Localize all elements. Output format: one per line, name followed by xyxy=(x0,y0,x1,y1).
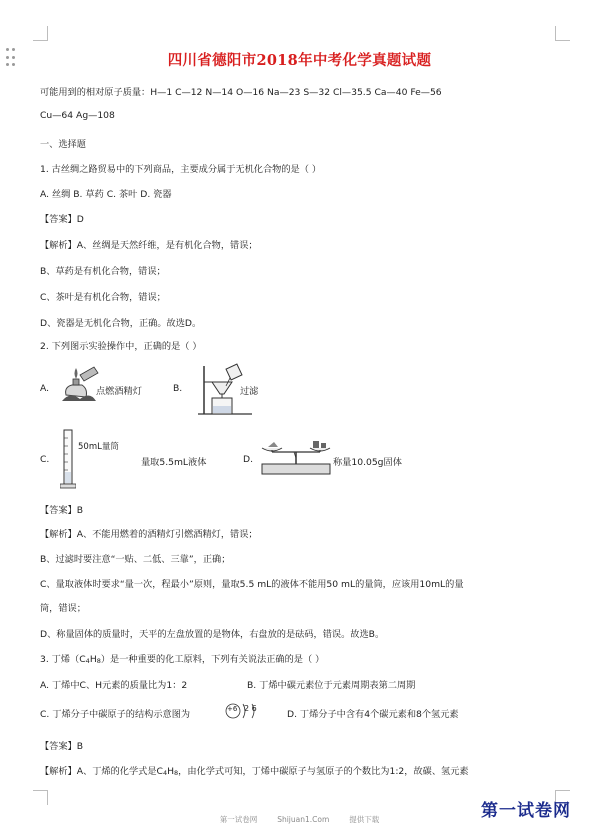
section-heading: 一、选择题 xyxy=(40,139,86,150)
question-2-analysis-line: 【解析】A、不能用燃着的酒精灯引燃酒精灯，错误； xyxy=(40,529,258,540)
carbon-atom-structure-diagram xyxy=(225,701,265,721)
question-2-analysis-line: D、称量固体的质量时，天平的左盘放置的是物体，右盘放的是砝码，错误。故选B。 xyxy=(40,629,385,640)
question-3-option-d: D. 丁烯分子中含有4个碳元素和8个氢元素 xyxy=(287,709,459,720)
question-2-analysis-line: 筒，错误； xyxy=(40,603,86,614)
question-2-analysis-line: B、过滤时要注意“一贴、二低、三靠”，正确； xyxy=(40,554,231,565)
page-footer xyxy=(0,814,599,825)
question-3-stem: 3. 丁烯（C4H8）是一种重要的化工原料，下列有关说法正确的是（ ） xyxy=(40,654,325,665)
cylinder-capacity-label: 50mL量筒 xyxy=(78,442,119,452)
option-b-letter: B. xyxy=(173,383,183,394)
option-b-label: 过滤 xyxy=(240,386,259,397)
atomic-masses-line-1: 可能用到的相对原子质量：H—1 C—12 N—14 O—16 Na—23 S—32 Cl—35.5 Ca—40 Fe—56 xyxy=(40,87,442,98)
question-1-analysis-line: C、茶叶是有机化合物，错误； xyxy=(40,292,166,303)
footer-download-text: 提供下载 xyxy=(349,815,380,824)
question-1-options: A. 丝绸 B. 草药 C. 茶叶 D. 瓷器 xyxy=(40,189,172,200)
footer-site-url[interactable]: Shijuan1.Com xyxy=(277,815,330,824)
question-1-analysis-line: 【解析】A、丝绸是天然纤维，是有机化合物，错误； xyxy=(40,240,258,251)
question-3-analysis-line: 【解析】A、丁烯的化学式是C4H8，由化学式可知，丁烯中碳原子与氢原子的个数比为1:2，故碳、氢元素 xyxy=(40,766,469,777)
option-a-label: 点燃酒精灯 xyxy=(96,386,142,397)
page-title: 四川省德阳市2018年中考化学真题试题 xyxy=(167,52,432,69)
question-1-answer: 【答案】D xyxy=(40,214,84,225)
site-logo[interactable]: 第一试卷网 xyxy=(481,801,571,821)
atomic-masses-line-2: Cu—64 Ag—108 xyxy=(40,110,115,121)
question-3-option-a: A. 丁烯中C、H元素的质量比为1：2 xyxy=(40,680,188,691)
question-3-option-b: B. 丁烯中碳元素位于元素周期表第二周期 xyxy=(247,680,416,691)
graduated-cylinder-figure xyxy=(60,428,76,490)
question-2-stem: 2. 下列图示实验操作中，正确的是（ ） xyxy=(40,341,202,352)
alcohol-lamp-ignite-figure xyxy=(60,365,100,405)
option-a-letter: A. xyxy=(40,383,50,394)
footer-site-name: 第一试卷网 xyxy=(219,815,258,824)
option-c-letter: C. xyxy=(40,454,50,465)
nucleus-charge-label: +6 xyxy=(227,705,238,713)
question-2-analysis-line: C、量取液体时要求“量一次，程最小”原则，量取5.5 mL的液体不能用50 mL的量筒，应该用10mL的量 xyxy=(40,579,464,590)
balance-scale-figure xyxy=(258,438,334,476)
question-3-answer: 【答案】B xyxy=(40,741,84,752)
page-corner-mark xyxy=(33,790,48,805)
question-1-stem: 1. 古丝绸之路贸易中的下列商品，主要成分属于无机化合物的是（ ） xyxy=(40,164,322,175)
electron-shells-label: 2 6 xyxy=(244,704,257,713)
question-3-option-c: C. 丁烯分子中碳原子的结构示意图为 xyxy=(40,709,191,720)
page-corner-mark xyxy=(555,26,570,41)
page-corner-mark xyxy=(33,26,48,41)
question-2-answer: 【答案】B xyxy=(40,505,84,516)
option-c-label: 量取5.5mL液体 xyxy=(141,457,207,468)
question-1-analysis-line: B、草药是有机化合物，错误； xyxy=(40,266,166,277)
option-d-letter: D. xyxy=(243,454,253,465)
question-1-analysis-line: D、瓷器是无机化合物，正确。故选D。 xyxy=(40,318,202,329)
option-d-label: 称量10.05g固体 xyxy=(333,457,402,468)
